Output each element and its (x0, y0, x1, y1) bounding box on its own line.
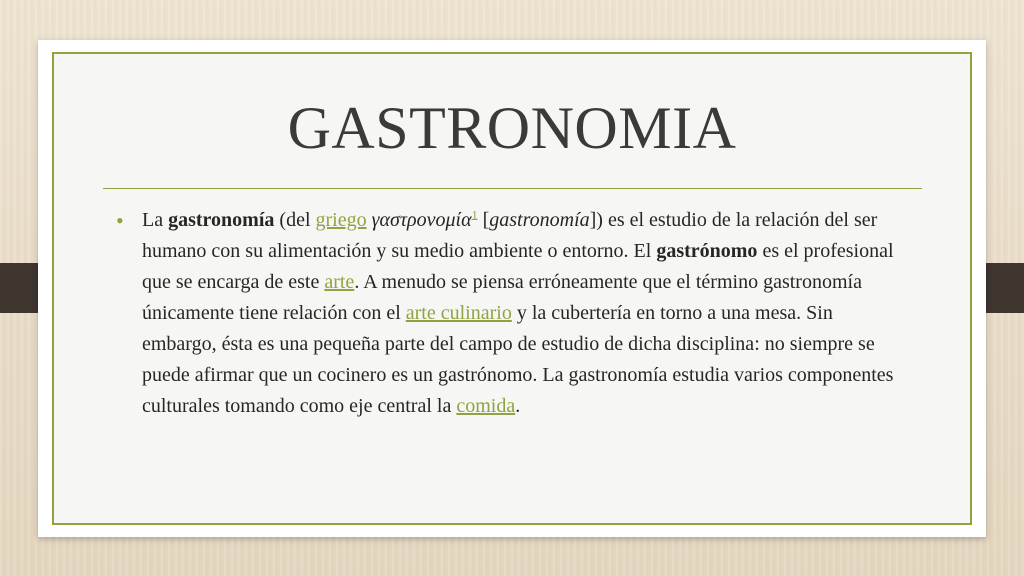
bullet-icon: • (116, 208, 124, 233)
text-run: . (515, 395, 521, 417)
link-comida[interactable]: comida (456, 395, 516, 417)
text-run: La (142, 209, 169, 231)
greek-word: γαστρονομία (371, 209, 472, 231)
text-run: (del (274, 209, 316, 231)
title-divider (103, 188, 922, 189)
slide-card (38, 40, 986, 537)
text-run: y la cubertería en torno a una mesa. Sin embargo, ésta es una pequeña parte del campo de estudio de dicha disciplina: no siempre se puede afirmar que un cocinero es un gastrónomo. La gastronomía estudia varios componentes culturales tomando como eje central la (142, 302, 894, 417)
slide-paragraph (116, 205, 912, 422)
link-griego[interactable]: griego (315, 209, 367, 231)
slide-title: GASTRONOMIA (287, 95, 737, 161)
transliteration: gastronomía (489, 209, 590, 231)
bold-term-gastronomo: gastrónomo (656, 240, 758, 262)
text-run: es el profesional que se encarga de este (142, 240, 894, 293)
bold-term-gastronomia: gastronomía (168, 209, 275, 231)
link-arte-culinario[interactable]: arte culinario (405, 302, 512, 324)
text-run: [ (477, 209, 490, 231)
footnote-link[interactable]: 1 (471, 207, 478, 222)
text-run: . A menudo se piensa erróneamente que el término gastronomía únicamente tiene relación con el (142, 271, 862, 324)
link-arte[interactable]: arte (324, 271, 355, 293)
text-run: ]) es el estudio de la relación del ser humano con su alimentación y su medio ambiente o entorno. El (142, 209, 878, 262)
